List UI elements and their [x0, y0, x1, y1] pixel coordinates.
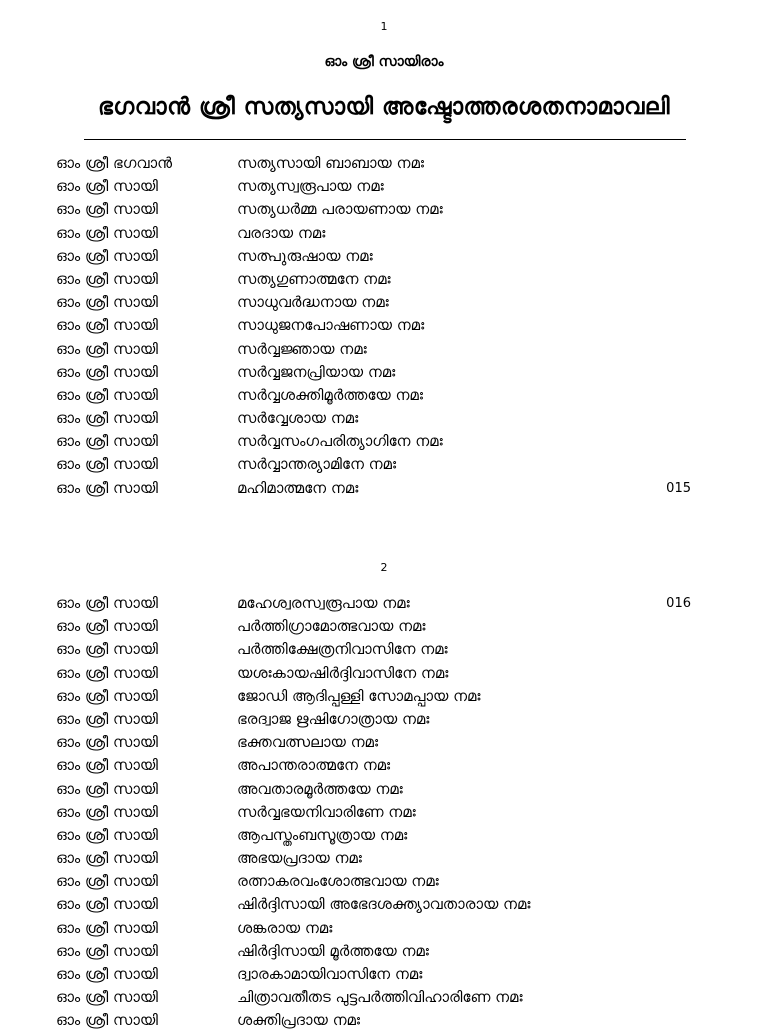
page-number-1: 1 — [380, 20, 388, 33]
name-text: സർവ്വജനപ്രിയായ നമഃ — [237, 362, 396, 381]
name-list-page-2 — [56, 592, 691, 1033]
name-text: ജോഡി ആദിപ്പള്ളി സോമപ്പായ നമഃ — [237, 686, 481, 705]
prefix-text: ഓം ശ്രീ സായി — [56, 640, 158, 659]
prefix-text: ഓം ശ്രീ ഭഗവാൻ — [56, 154, 173, 172]
prefix-text: ഓം ശ്രീ സായി — [56, 177, 158, 196]
list-item — [56, 338, 691, 361]
list-item — [56, 384, 691, 407]
list-item — [56, 175, 691, 198]
list-item — [56, 291, 691, 314]
name-text: ഷിർദ്ദിസായി അഭേദശക്ത്യാവതാരായ നമഃ — [237, 895, 531, 914]
list-item — [56, 638, 691, 661]
name-text: ഭക്തവത്സലായ നമഃ — [237, 733, 379, 752]
name-text: സാധുവർദ്ധനായ നമഃ — [237, 293, 389, 312]
prefix-text: ഓം ശ്രീ സായി — [56, 965, 158, 983]
list-item — [56, 685, 691, 708]
prefix-text: ഓം ശ്രീ സായി — [56, 1011, 158, 1030]
name-text: ശങ്കരായ നമഃ — [237, 918, 333, 937]
title-rule — [84, 139, 686, 140]
prefix-text: ഓം ശ്രീ സായി — [56, 825, 158, 844]
name-text: അവതാരമൂർത്തയേ നമഃ — [237, 779, 403, 798]
list-item — [56, 893, 691, 916]
prefix-text: ഓം ശ്രീ സായി — [56, 455, 158, 474]
list-item — [56, 963, 691, 986]
name-text: സർവ്വജ്ഞായ നമഃ — [237, 339, 367, 358]
name-text: അപാന്തരാത്മനേ നമഃ — [237, 756, 391, 775]
list-item — [56, 824, 691, 847]
prefix-text: ഓം ശ്രീ സായി — [56, 895, 158, 914]
list-item — [56, 986, 691, 1009]
prefix-text: ഓം ശ്രീ സായി — [56, 293, 158, 312]
prefix-text: ഓം ശ്രീ സായി — [56, 409, 158, 428]
name-list-page-1 — [56, 152, 691, 500]
list-item — [56, 847, 691, 870]
name-text: മഹേശ്വരസ്വരൂപായ നമഃ — [237, 594, 410, 612]
list-item — [56, 731, 691, 754]
list-item — [56, 662, 691, 685]
list-item — [56, 477, 691, 500]
list-item — [56, 778, 691, 801]
document-title: ഭഗവാൻ ശ്രീ സത്യസായി അഷ്ടോത്തരശതനാമാവലി — [98, 94, 670, 120]
name-text: വരദായ നമഃ — [237, 223, 326, 242]
prefix-text: ഓം ശ്രീ സായി — [56, 223, 158, 242]
name-text: സർവ്വഭയനിവാരിണേ നമഃ — [237, 802, 416, 821]
name-text: സത്യസ്വരൂപായ നമഃ — [237, 177, 384, 196]
page-number-2: 2 — [380, 561, 388, 574]
name-text: ദ്വാരകാമായിവാസിനേ നമഃ — [237, 965, 423, 983]
name-text: ഷിർദ്ദിസായി മൂർത്തയേ നമഃ — [237, 941, 429, 960]
list-item — [56, 152, 691, 175]
prefix-text: ഓം ശ്രീ സായി — [56, 385, 158, 404]
list-item — [56, 801, 691, 824]
name-text: സത്പുരുഷായ നമഃ — [237, 246, 373, 265]
name-text: യശഃകായഷിർദ്ദിവാസിനേ നമഃ — [237, 663, 449, 682]
list-item — [56, 268, 691, 291]
invocation-heading: ഓം ശ്രീ സായിരാം — [324, 54, 444, 70]
name-text: സർവ്വാന്തര്യാമിനേ നമഃ — [237, 455, 397, 474]
prefix-text: ഓം ശ്രീ സായി — [56, 872, 158, 891]
list-item — [56, 592, 691, 615]
list-item — [56, 222, 691, 245]
start-count: 016 — [666, 596, 691, 611]
list-item — [56, 708, 691, 731]
name-text: സർവ്വസംഗപരിത്യാഗിനേ നമഃ — [237, 432, 443, 451]
name-text: രത്നാകരവംശോത്ഭവായ നമഃ — [237, 872, 439, 891]
prefix-text: ഓം ശ്രീ സായി — [56, 941, 158, 960]
prefix-text: ഓം ശ്രീ സായി — [56, 362, 158, 381]
prefix-text: ഓം ശ്രീ സായി — [56, 733, 158, 752]
list-item — [56, 453, 691, 476]
name-text: സത്യഗുണാത്മനേ നമഃ — [237, 269, 391, 288]
name-text: പർത്തിക്ഷേത്രനിവാസിനേ നമഃ — [237, 640, 448, 659]
prefix-text: ഓം ശ്രീ സായി — [56, 339, 158, 358]
prefix-text: ഓം ശ്രീ സായി — [56, 316, 158, 335]
prefix-text: ഓം ശ്രീ സായി — [56, 988, 158, 1007]
name-text: ആപസ്തംബസൂത്രായ നമഃ — [237, 825, 408, 844]
prefix-text: ഓം ശ്രീ സായി — [56, 686, 158, 705]
list-item — [56, 407, 691, 430]
list-item — [56, 198, 691, 221]
name-text: ഭരദ്വാജ ഋഷിഗോത്രായ നമഃ — [237, 709, 430, 728]
prefix-text: ഓം ശ്രീ സായി — [56, 200, 158, 219]
prefix-text: ഓം ശ്രീ സായി — [56, 849, 158, 868]
name-text: സർവ്വശക്തിമൂർത്തയേ നമഃ — [237, 385, 423, 404]
name-text: മഹിമാത്മനേ നമഃ — [237, 478, 359, 497]
list-item — [56, 1009, 691, 1032]
prefix-text: ഓം ശ്രീ സായി — [56, 478, 158, 497]
prefix-text: ഓം ശ്രീ സായി — [56, 779, 158, 798]
prefix-text: ഓം ശ്രീ സായി — [56, 246, 158, 265]
name-text: സാധുജനപോഷണായ നമഃ — [237, 316, 425, 335]
prefix-text: ഓം ശ്രീ സായി — [56, 617, 158, 636]
name-text: ശക്തിപ്രദായ നമഃ — [237, 1011, 360, 1030]
name-text: സർവ്വേശായ നമഃ — [237, 409, 359, 428]
list-item — [56, 754, 691, 777]
prefix-text: ഓം ശ്രീ സായി — [56, 802, 158, 821]
list-item — [56, 314, 691, 337]
prefix-text: ഓം ശ്രീ സായി — [56, 432, 158, 451]
list-item — [56, 430, 691, 453]
name-text: അഭയപ്രദായ നമഃ — [237, 849, 362, 868]
prefix-text: ഓം ശ്രീ സായി — [56, 663, 158, 682]
list-item — [56, 940, 691, 963]
prefix-text: ഓം ശ്രീ സായി — [56, 269, 158, 288]
prefix-text: ഓം ശ്രീ സായി — [56, 918, 158, 937]
list-item — [56, 615, 691, 638]
list-item — [56, 245, 691, 268]
end-count: 015 — [666, 480, 691, 496]
name-text: സത്യസായി ബാബായ നമഃ — [237, 154, 424, 172]
prefix-text: ഓം ശ്രീ സായി — [56, 594, 158, 612]
list-item — [56, 870, 691, 893]
prefix-text: ഓം ശ്രീ സായി — [56, 709, 158, 728]
prefix-text: ഓം ശ്രീ സായി — [56, 756, 158, 775]
list-item — [56, 917, 691, 940]
name-text: പർത്തിഗ്രാമോത്ഭവായ നമഃ — [237, 617, 426, 636]
name-text: ചിത്രാവതീതട പുട്ടപർത്തിവിഹാരിണേ നമഃ — [237, 988, 523, 1007]
name-text: സത്യധർമ്മ പരായണായ നമഃ — [237, 200, 443, 219]
list-item — [56, 361, 691, 384]
